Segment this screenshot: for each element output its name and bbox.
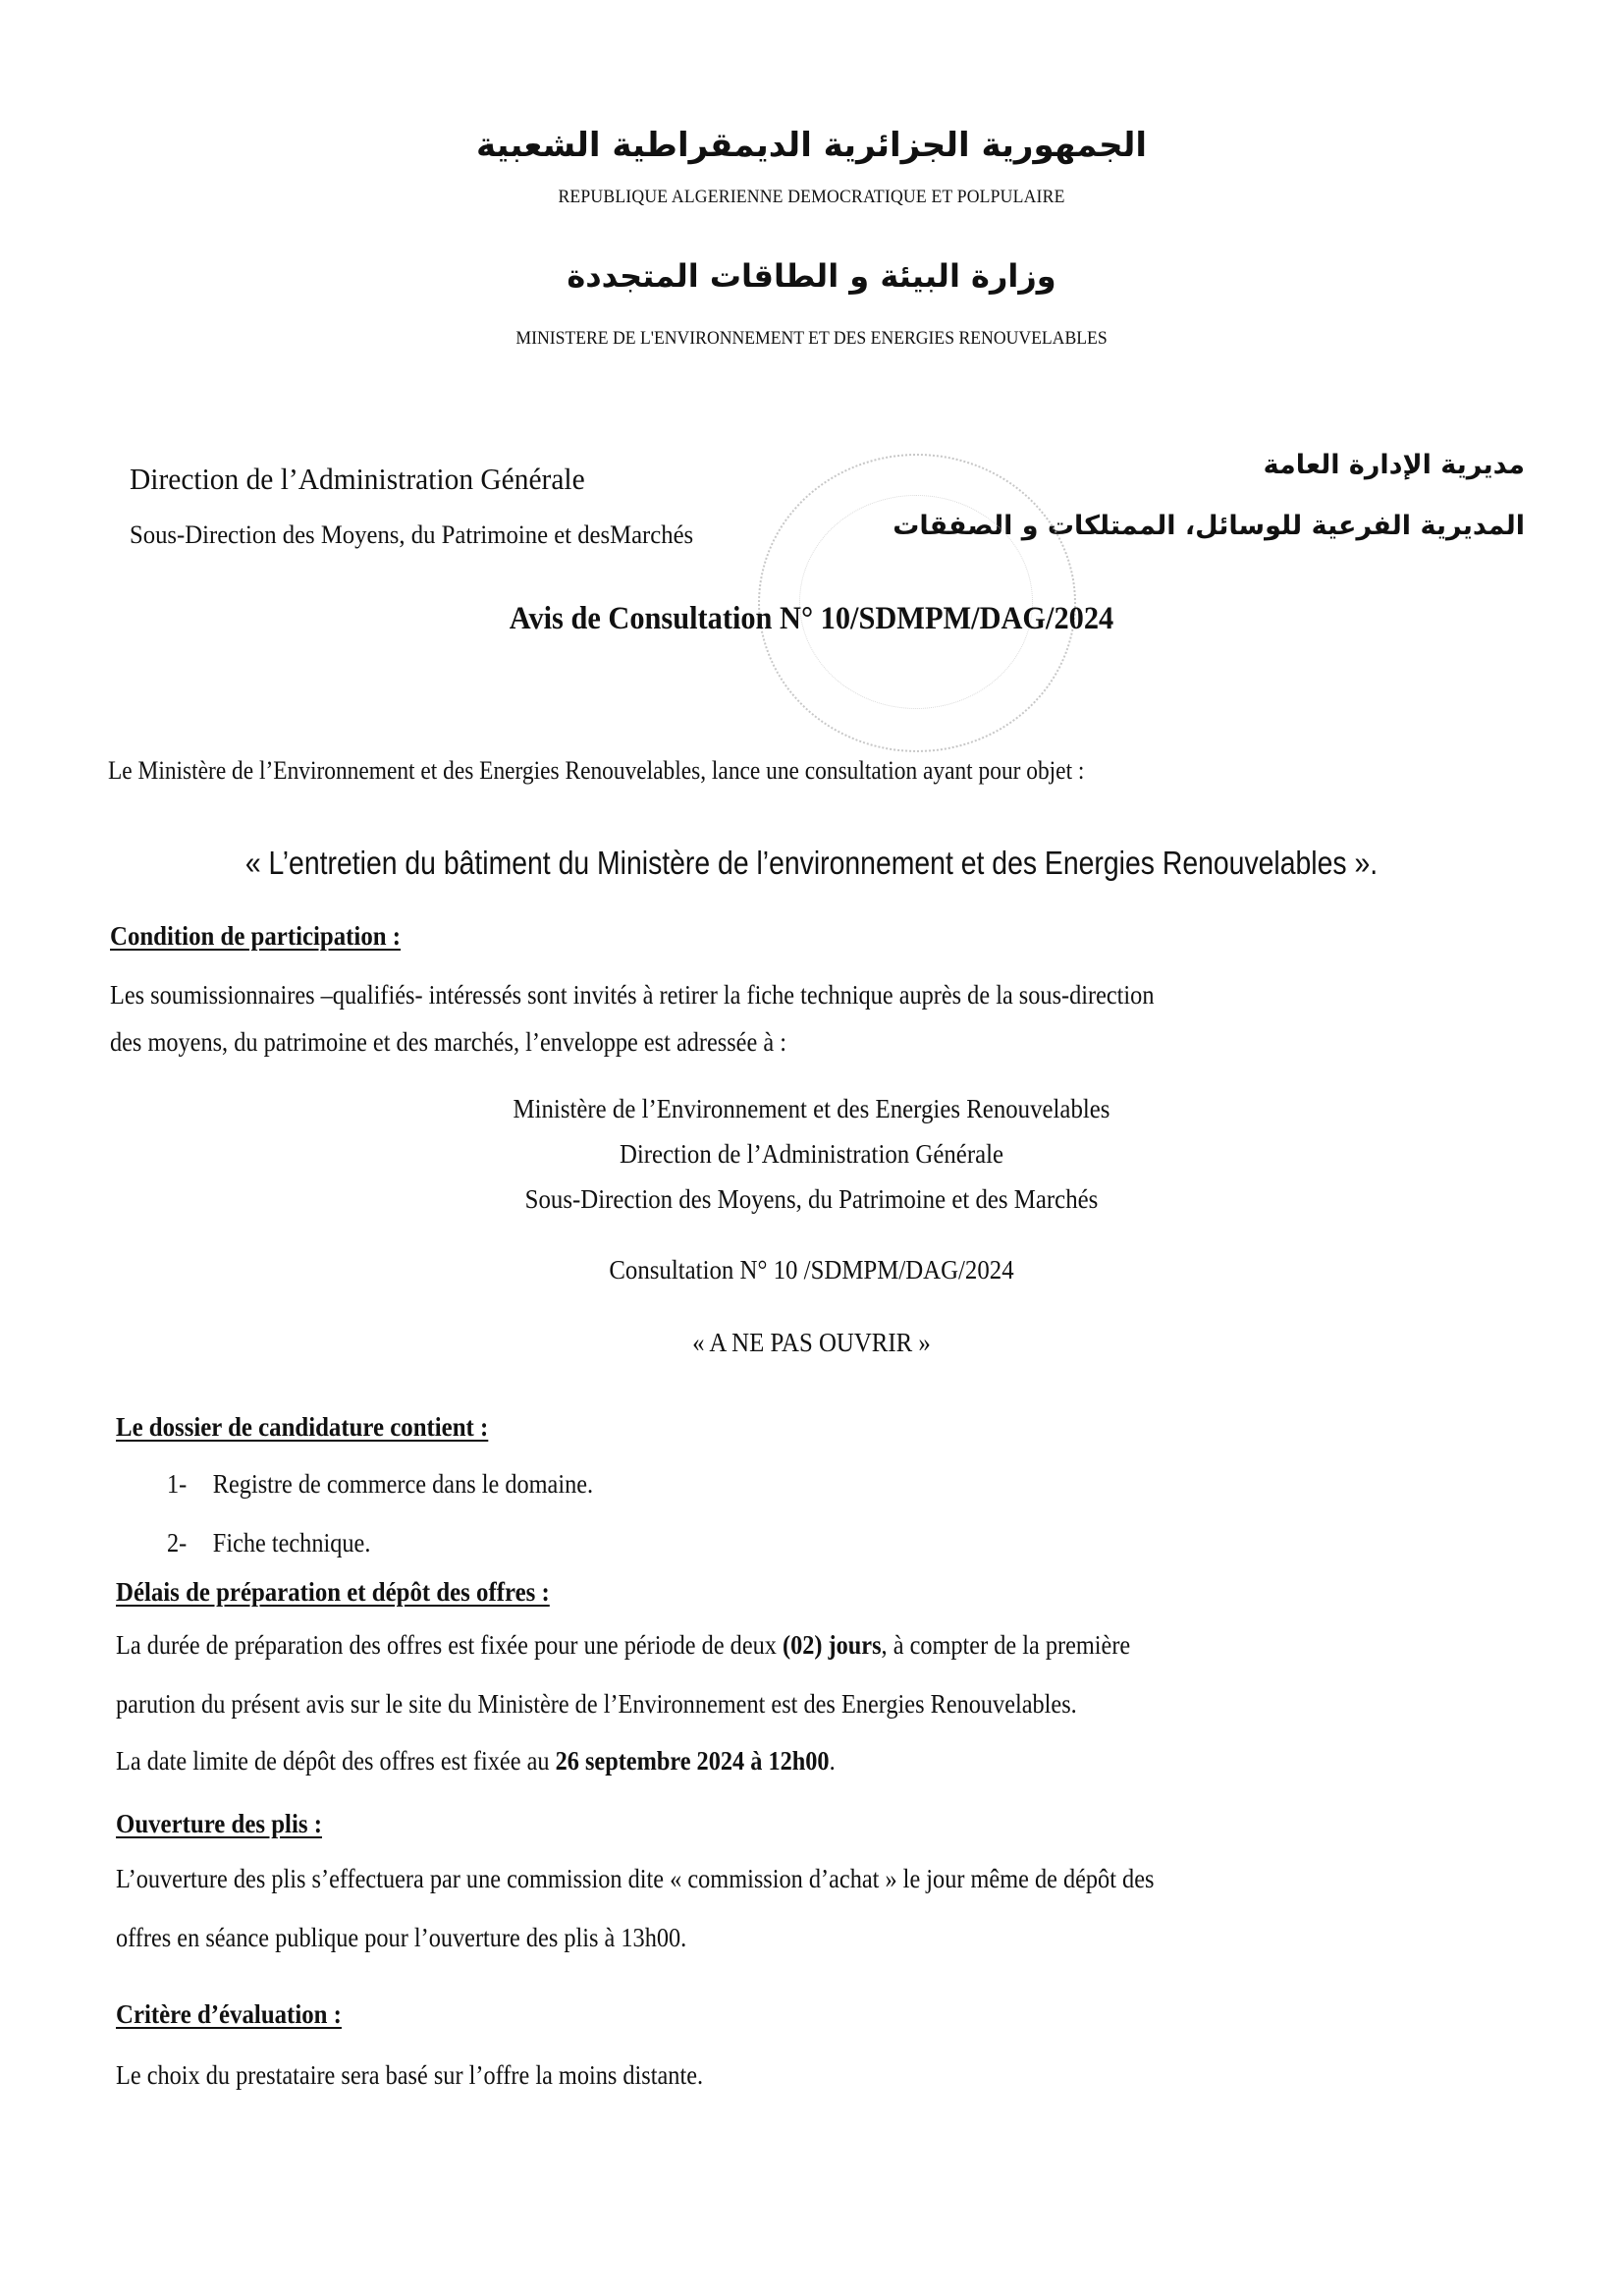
arabic-republic-title: الجمهورية الجزائرية الديمقراطية الشعبية xyxy=(476,126,1147,165)
participation-line: des moyens, du patrimoine et des marchés, l’enveloppe est adressée à : xyxy=(110,1027,786,1057)
ouverture-line: L’ouverture des plis s’effectuera par une commission dite « commission d’achat » le jour même de dépôt des xyxy=(116,1864,1155,1893)
delais-line: parution du présent avis sur le site du Ministère de l’Environnement est des Energies Renouvelables. xyxy=(116,1689,1077,1719)
duration-bold: (02) jours xyxy=(782,1630,882,1660)
consultation-object: « L’entretien du bâtiment du Ministère de l’environnement et des Energies Renouvelables ». xyxy=(244,845,1379,881)
text-span: , à compter de la première xyxy=(881,1630,1131,1660)
address-line: Sous-Direction des Moyens, du Patrimoine et des Marchés xyxy=(524,1184,1099,1214)
heading-dossier: Le dossier de candidature contient : xyxy=(116,1412,489,1442)
arabic-ministry-title: وزارة البيئة و الطاقات المتجددة xyxy=(567,257,1056,295)
delais-line xyxy=(116,1630,1130,1661)
text-span: La durée de préparation des offres est fixée pour une période de deux xyxy=(116,1630,783,1660)
address-line: Direction de l’Administration Générale xyxy=(619,1139,1004,1169)
deadline-bold: 26 septembre 2024 à 12h00 xyxy=(555,1746,830,1776)
address-do-not-open: « A NE PAS OUVRIR » xyxy=(692,1328,931,1357)
heading-participation: Condition de participation : xyxy=(110,921,402,951)
text-span: . xyxy=(829,1746,836,1776)
critere-text: Le choix du prestataire sera basé sur l’offre la moins distante. xyxy=(116,2060,704,2090)
list-item xyxy=(167,1528,370,1558)
list-item-number: 1- xyxy=(167,1469,188,1499)
address-consultation-ref: Consultation N° 10 /SDMPM/DAG/2024 xyxy=(609,1255,1014,1285)
list-item-text: Fiche technique. xyxy=(212,1528,371,1558)
sous-direction-ar: المديرية الفرعية للوسائل، الممتلكات و الصفقات xyxy=(893,511,1525,541)
intro-paragraph: Le Ministère de l’Environnement et des Energies Renouvelables, lance une consultation ayant pour objet : xyxy=(108,756,1085,785)
heading-critere: Critère d’évaluation : xyxy=(116,1999,342,2029)
list-item-number: 2- xyxy=(167,1528,188,1558)
french-ministry-title: MINISTERE DE L'ENVIRONNEMENT ET DES ENERGIES RENOUVELABLES xyxy=(515,328,1108,349)
list-item-text: Registre de commerce dans le domaine. xyxy=(212,1469,594,1499)
participation-line: Les soumissionnaires –qualifiés- intéressés sont invités à retirer la fiche technique auprès de la sous-direction xyxy=(110,980,1155,1010)
direction-ar: مديرية الإدارة العامة xyxy=(1263,450,1525,480)
deadline-line xyxy=(116,1746,836,1777)
sous-direction-fr: Sous-Direction des Moyens, du Patrimoine et desMarchés xyxy=(130,520,694,549)
ouverture-line: offres en séance publique pour l’ouverture des plis à 13h00. xyxy=(116,1923,687,1952)
heading-ouverture: Ouverture des plis : xyxy=(116,1809,322,1838)
french-republic-title: REPUBLIQUE ALGERIENNE DEMOCRATIQUE ET POLPULAIRE xyxy=(558,187,1065,207)
text-span: La date limite de dépôt des offres est fixée au xyxy=(116,1746,556,1776)
list-item xyxy=(167,1469,593,1500)
document-title: Avis de Consultation N° 10/SDMPM/DAG/2024 xyxy=(509,601,1114,636)
heading-delais: Délais de préparation et dépôt des offres : xyxy=(116,1577,550,1607)
direction-fr: Direction de l’Administration Générale xyxy=(130,462,585,496)
address-line: Ministère de l’Environnement et des Energies Renouvelables xyxy=(513,1094,1110,1123)
